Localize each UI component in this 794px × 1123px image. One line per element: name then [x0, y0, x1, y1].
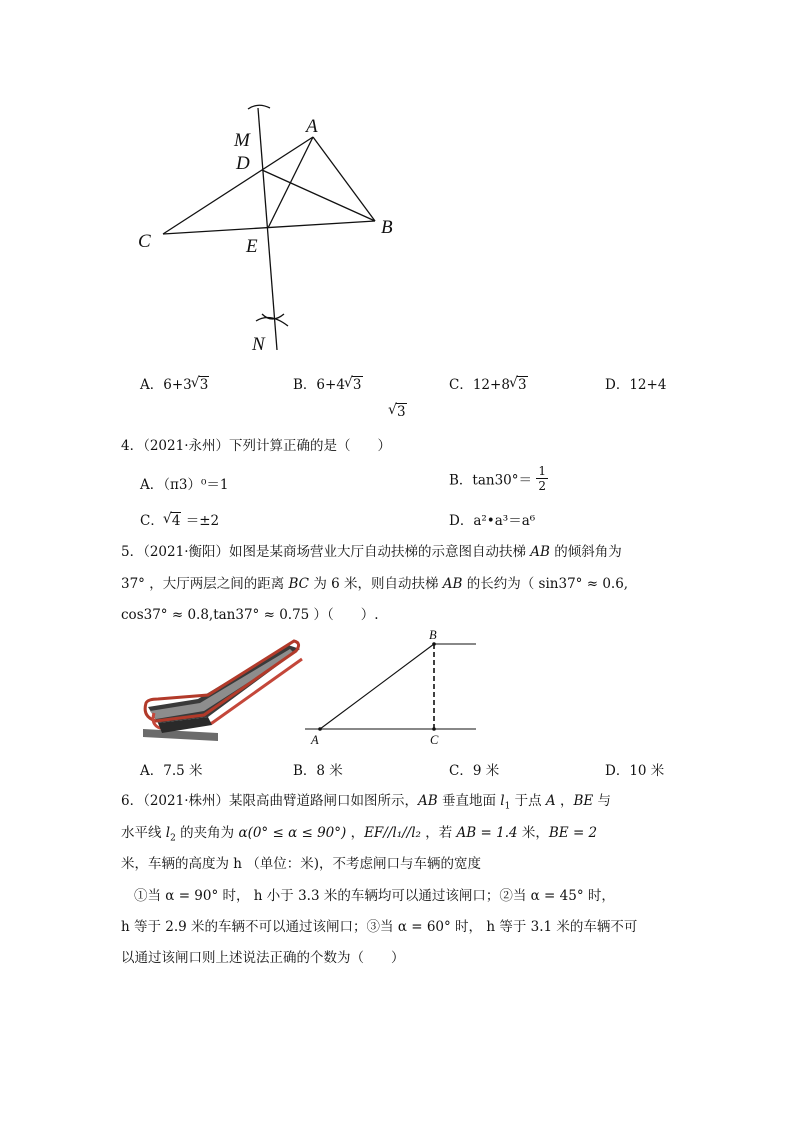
q5-line-2-b: 为 6 米，则自动扶梯 [309, 576, 443, 592]
q3-option-d[interactable] [605, 373, 666, 393]
sqrt-symbol [345, 377, 363, 393]
q5-line-1-b: 的倾斜角为 [549, 544, 622, 560]
label-D: D [236, 153, 250, 174]
q4-option-c-letter: C． [140, 513, 164, 529]
q3-option-d-overflow [389, 404, 407, 420]
q6-line-2-ef: EF//l₁//l₂ [364, 825, 421, 841]
q3-option-c[interactable] [449, 373, 528, 393]
sqrt-symbol [164, 513, 182, 529]
label-C: C [138, 231, 151, 252]
q4-option-c-rest: ＝±2 [181, 513, 220, 529]
q5-line-2-c: 的长约为（ sin37° ≈ 0.6, [462, 576, 629, 592]
point-B [432, 642, 436, 646]
q6-line-1-be: BE [573, 793, 594, 809]
line-DB [262, 170, 375, 221]
point-A [318, 727, 322, 731]
q3-option-a[interactable] [140, 373, 209, 393]
q5-option-d[interactable]: D．10 米 [605, 763, 665, 779]
q5-line-2 [121, 572, 628, 592]
q3-option-a-letter: A． [140, 377, 164, 393]
q4-option-c[interactable] [140, 509, 219, 529]
q6-line-1-b: 垂直地面 [437, 793, 501, 809]
q3-option-c-letter: C． [449, 377, 473, 393]
point-C [432, 727, 436, 731]
line-EA [268, 137, 313, 228]
q6-line-2 [121, 821, 597, 844]
q4-stem: 4．（2021·永州）下列计算正确的是（ ） [121, 438, 391, 454]
fraction [536, 464, 548, 493]
q4-option-c-radicand: 4 [171, 513, 181, 529]
q6-line-2-e: 米， [517, 825, 549, 841]
q3-option-c-radicand: 3 [517, 377, 527, 393]
q6-line-2-c: ， [346, 825, 365, 841]
q3-option-a-text: 6+3 [163, 377, 192, 393]
q6-line-1-c: 于点 [510, 793, 546, 809]
q5-line-2-bc: BC [288, 576, 310, 592]
q3-option-b[interactable] [293, 373, 363, 393]
q6-line-2-alpha: α(0° ≤ α ≤ 90°) [238, 825, 347, 841]
q3-option-a-radicand: 3 [199, 377, 209, 393]
escalator-photo [138, 637, 308, 747]
fraction-denominator: 2 [538, 479, 546, 493]
q6-line-6: 以通过该闸口则上述说法正确的个数为（ ） [121, 950, 405, 966]
q6-line-1-point-a: A [545, 793, 556, 809]
q3-option-d-text: 12+4 [629, 377, 667, 393]
q4-option-d[interactable]: D．a²•a³＝a⁶ [449, 513, 536, 529]
figure-escalator-triangle [300, 625, 485, 750]
figure-perpendicular-bisector [130, 100, 410, 360]
q3-option-b-radicand: 3 [352, 377, 362, 393]
q6-line-2-l-sub: 2 [170, 833, 176, 844]
q5-option-a[interactable]: A．7.5 米 [140, 763, 203, 779]
q6-line-2-ab: AB = 1.4 [456, 825, 518, 841]
q5-option-b[interactable]: B．8 米 [293, 763, 343, 779]
sqrt-symbol [389, 404, 407, 420]
arc-M [248, 105, 270, 109]
q5-line-2-a: 37° ，大厅两层之间的距离 [121, 576, 289, 592]
q3-option-b-letter: B． [293, 377, 317, 393]
line-AB [320, 644, 434, 729]
label-B: B [429, 628, 437, 642]
q6-line-1 [121, 789, 611, 812]
q5-line-3: cos37° ≈ 0.8,tan37° ≈ 0.75 ）（ ）. [121, 607, 379, 623]
sqrt-symbol [192, 377, 210, 393]
q6-line-3: 米，车辆的高度为 h （单位：米)，不考虑闸口与车辆的宽度 [121, 856, 482, 872]
line-AB [313, 137, 375, 221]
label-B: B [381, 217, 393, 238]
label-A: A [306, 116, 318, 137]
line-CA [163, 137, 313, 234]
q6-line-4: ①当 α = 90° 时， h 小于 3.3 米的车辆均可以通过该闸口；②当 α = 45° 时， [134, 888, 615, 904]
sqrt-symbol [510, 377, 528, 393]
q6-line-1-l-sub: 1 [504, 801, 511, 812]
q3-option-c-text: 12+8 [472, 377, 510, 393]
q5-option-c[interactable]: C．9 米 [449, 763, 500, 779]
q6-line-2-be: BE = 2 [548, 825, 598, 841]
q6-line-2-l: l [165, 825, 171, 841]
q5-line-1 [121, 540, 622, 560]
q6-line-2-b: 的夹角为 [175, 825, 239, 841]
q4-option-b[interactable] [449, 464, 548, 493]
q3-option-d-radicand: 3 [397, 404, 406, 420]
q6-line-5: h 等于 2.9 米的车辆不可以通过该闸口；③当 α = 60° 时， h 等于 3.1 米的车辆不可 [121, 919, 638, 935]
label-A: A [311, 733, 319, 747]
q6-line-1-ab: AB [418, 793, 438, 809]
q6-line-1-d: ， [555, 793, 574, 809]
fraction-numerator: 1 [538, 464, 546, 478]
label-M: M [234, 130, 250, 151]
q3-option-b-text: 6+4 [316, 377, 345, 393]
q6-line-2-a: 水平线 [121, 825, 166, 841]
q6-line-1-e: 与 [593, 793, 612, 809]
q3-option-d-letter: D． [605, 377, 630, 393]
q4-option-b-prefix: B．tan30°＝ [449, 472, 533, 489]
q6-line-2-d: ，若 [420, 825, 457, 841]
q5-line-1-a: 5．（2021·衡阳）如图是某商场营业大厅自动扶梯的示意图自动扶梯 [121, 544, 531, 560]
q4-option-a[interactable]: A．（π3）⁰＝1 [140, 477, 229, 493]
q5-line-2-ab: AB [442, 576, 463, 592]
label-E: E [246, 236, 258, 257]
q5-line-1-ab: AB [530, 544, 550, 560]
q6-line-1-l: l [500, 793, 505, 809]
label-C: C [430, 733, 439, 747]
line-MN [258, 108, 277, 350]
label-N: N [252, 334, 265, 355]
line-CB [163, 221, 375, 234]
q6-line-1-a: 6．（2021·株州）某限高曲臂道路闸口如图所示， [121, 793, 418, 809]
